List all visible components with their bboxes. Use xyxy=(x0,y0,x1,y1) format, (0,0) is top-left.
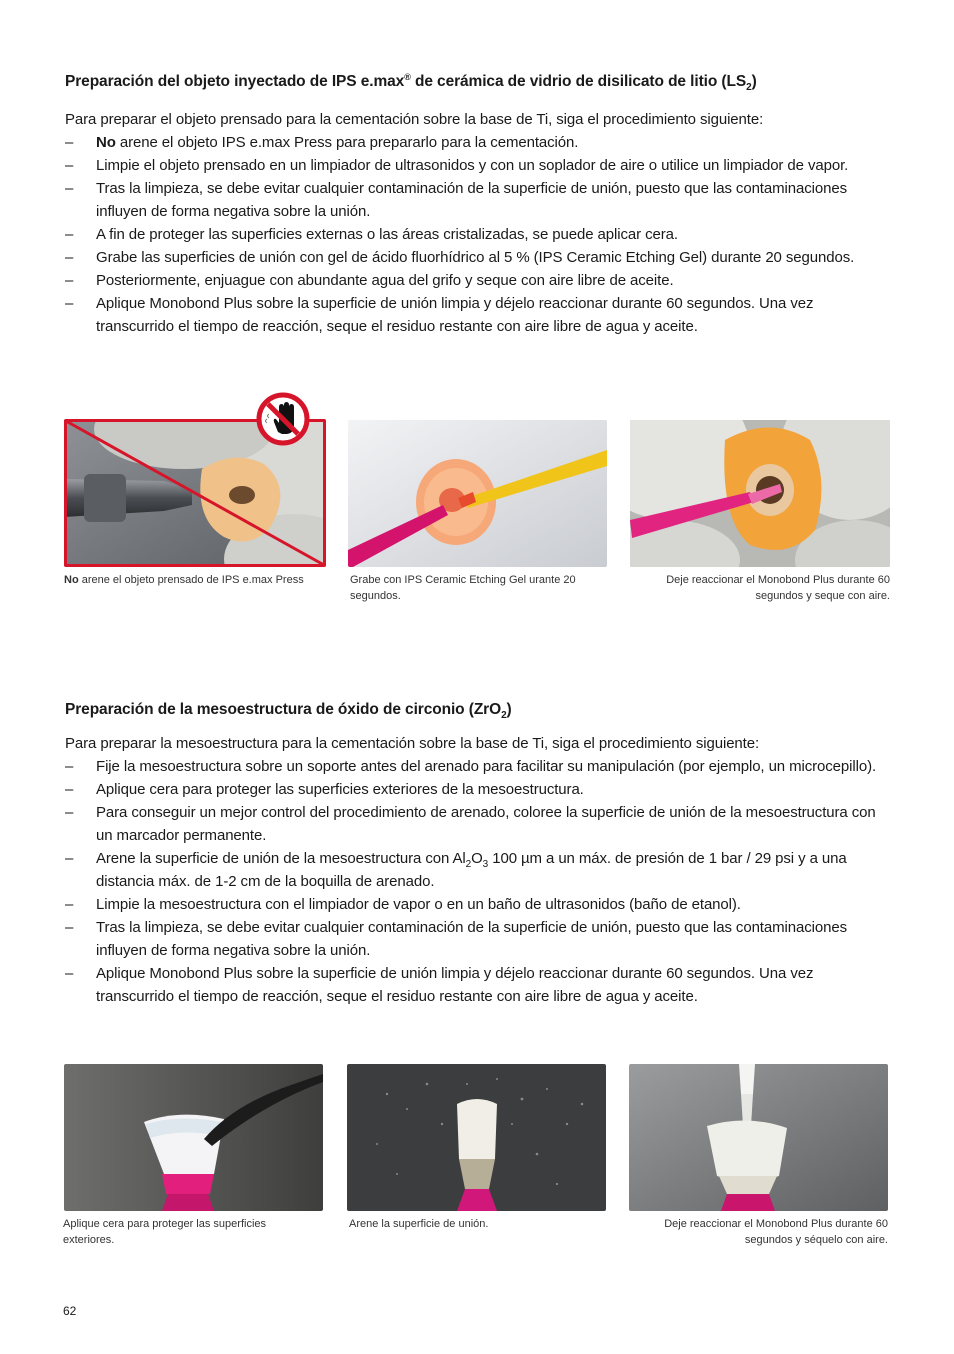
procedure-step: – Arene la superficie de unión de la mesoestructura con $Al_2O_3$ 100 µm a un máx. de presión de 1 bar / 29 psi y a una distancia máx. de 1-2 cm de la boquilla de arenado. xyxy=(65,847,895,893)
prohibited-hand-icon xyxy=(256,392,310,446)
procedure-list xyxy=(65,131,895,338)
procedure-step: – Tras la limpieza, se debe evitar cualquier contaminación de la superficie de unión, puesto que las contaminaciones influyen de forma negativa sobre la unión. xyxy=(65,177,895,223)
photo-caption: Arene la superficie de unión. xyxy=(349,1218,489,1230)
page-number: 62 xyxy=(63,1304,77,1318)
photo-caption: Deje reaccionar el Monobond Plus durante 60 segundos y séquelo con aire. xyxy=(664,1218,888,1246)
photo-wax-application xyxy=(64,1064,323,1211)
photo-monobond-zro2 xyxy=(629,1064,888,1211)
procedure-step: – Limpie el objeto prensado en un limpiador de ultrasonidos y con un soplador de aire o utilice un limpiador de vapor. xyxy=(65,154,895,177)
procedure-step: – No arene el objeto IPS e.max Press para prepararlo para la cementación. xyxy=(65,131,895,154)
photo-monobond-ls2 xyxy=(630,420,890,567)
section-intro: Para preparar el objeto prensado para la cementación sobre la base de Ti, siga el procedimiento siguiente: xyxy=(65,111,764,128)
procedure-step: – Aplique Monobond Plus sobre la superficie de unión limpia y déjelo reaccionar durante 60 segundos. Una vez transcurrido el tiempo de reacción, seque el residuo restante con aire libre de agua y aceite. xyxy=(65,292,895,338)
procedure-step: – Tras la limpieza, se debe evitar cualquier contaminación de la superficie de unión, puesto que las contaminaciones influyen de forma negativa sobre la unión. xyxy=(65,916,895,962)
procedure-step: – Posteriormente, enjuague con abundante agua del grifo y seque con aire libre de aceite. xyxy=(65,269,895,292)
procedure-step: – Fije la mesoestructura sobre un soporte antes del arenado para facilitar su manipulación (por ejemplo, un microcepillo). xyxy=(65,755,895,778)
photo-sandblasting xyxy=(347,1064,606,1211)
photo-caption: Deje reaccionar el Monobond Plus durante 60 segundos y seque con aire. xyxy=(666,574,890,602)
section-title-zro2: Preparación de la mesoestructura de óxido de circonio (ZrO$_2$) xyxy=(65,701,512,722)
photo-etching-gel xyxy=(348,420,607,567)
procedure-step: – A fin de proteger las superficies externas o las áreas cristalizadas, se puede aplicar cera. xyxy=(65,223,895,246)
procedure-step: – Limpie la mesoestructura con el limpiador de vapor o en un baño de ultrasonidos (baño de etanol). xyxy=(65,893,895,916)
photo-caption: Grabe con IPS Ceramic Etching Gel urante 20 segundos. xyxy=(350,574,576,602)
section-title-ls2: Preparación del objeto inyectado de IPS e.max® de cerámica de vidrio de disilicato de litio $(LS_2)$ xyxy=(65,71,757,94)
procedure-step: – Grabe las superficies de unión con gel de ácido fluorhídrico al 5 % (IPS Ceramic Etching Gel) durante 20 segundos. xyxy=(65,246,895,269)
procedure-list xyxy=(65,755,895,1008)
procedure-step: – Aplique Monobond Plus sobre la superficie de unión limpia y déjelo reaccionar durante 60 segundos. Una vez transcurrido el tiempo de reacción, seque el residuo restante con aire libre de agua y aceite. xyxy=(65,962,895,1008)
photo-caption: Aplique cera para proteger las superficies exteriores. xyxy=(63,1218,267,1246)
procedure-step: – Para conseguir un mejor control del procedimiento de arenado, coloree la superficie de unión de la mesoestructura con un marcador permanente. xyxy=(65,801,895,847)
procedure-step: – Aplique cera para proteger las superficies exteriores de la mesoestructura. xyxy=(65,778,895,801)
section-intro: Para preparar la mesoestructura para la cementación sobre la base de Ti, siga el procedimiento siguiente: xyxy=(65,735,760,752)
photo-caption: No arene el objeto prensado de IPS e.max Press xyxy=(64,574,304,586)
